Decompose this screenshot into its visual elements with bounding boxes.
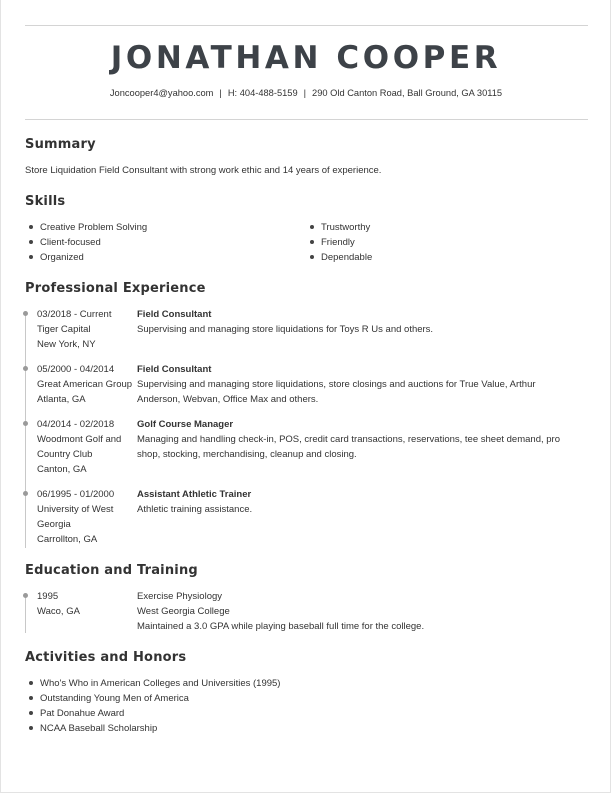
education-note: Maintained a 3.0 GPA while playing baseball full time for the college. (137, 621, 425, 632)
contact-line (0, 88, 612, 98)
job-title: Field Consultant (137, 309, 212, 320)
job-dates: 05/2000 - 04/2014 (37, 364, 115, 375)
job-employer: Country Club (37, 449, 93, 460)
top-rule (25, 25, 588, 26)
header-rule (25, 119, 588, 120)
job-dates: 04/2014 - 02/2018 (37, 419, 115, 430)
email: Joncooper4@yahoo.com (109, 88, 214, 98)
skill-item: Creative Problem Solving (40, 222, 148, 233)
job-employer: Tiger Capital (37, 324, 91, 335)
activity-item: Outstanding Young Men of America (40, 693, 189, 704)
skill-item: Friendly (321, 237, 355, 248)
job-title: Assistant Athletic Trainer (137, 489, 252, 500)
timeline-dot (23, 593, 28, 598)
address: 290 Old Canton Road, Ball Ground, GA 30115 (312, 88, 503, 98)
summary-heading: Summary (25, 137, 96, 152)
timeline-dot (23, 366, 28, 371)
activities-heading: Activities and Honors (25, 650, 187, 665)
candidate-name: JONATHAN COOPER (110, 40, 502, 76)
experience-heading: Professional Experience (25, 281, 206, 296)
job-employer: Georgia (37, 519, 71, 530)
timeline-dot (23, 421, 28, 426)
separator: | (219, 88, 222, 98)
phone: H: 404-488-5159 (227, 88, 298, 98)
job-description: Athletic training assistance. (137, 504, 253, 515)
education-school: West Georgia College (137, 606, 230, 617)
job-location: New York, NY (37, 339, 96, 350)
education-location: Waco, GA (37, 606, 80, 617)
job-employer: University of West (37, 504, 114, 515)
education-timeline (25, 596, 26, 633)
activity-item: NCAA Baseball Scholarship (40, 723, 158, 734)
job-dates: 03/2018 - Current (37, 309, 112, 320)
job-description: Anderson, Webvan, Office Max and others. (137, 394, 319, 405)
job-dates: 06/1995 - 01/2000 (37, 489, 115, 500)
education-heading: Education and Training (25, 563, 198, 578)
summary-text: Store Liquidation Field Consultant with strong work ethic and 14 years of experience. (25, 165, 382, 176)
skill-item: Dependable (321, 252, 373, 263)
separator: | (303, 88, 307, 98)
education-year: 1995 (37, 591, 59, 602)
job-location: Atlanta, GA (37, 394, 86, 405)
job-location: Carrollton, GA (37, 534, 98, 545)
skill-item: Organized (40, 252, 84, 263)
skill-item: Client-focused (40, 237, 101, 248)
timeline-dot (23, 311, 28, 316)
job-employer: Great American Group (37, 379, 133, 390)
job-title: Field Consultant (137, 364, 212, 375)
activity-item: Who's Who in American Colleges and Universities (1995) (40, 678, 281, 689)
education-degree: Exercise Physiology (137, 591, 223, 602)
job-description: shop, stocking, merchandising, cleanup and closing. (137, 449, 357, 460)
job-description: Managing and handling check-in, POS, credit card transactions, reservations, tee sheet demand, pro (137, 434, 560, 445)
job-description: Supervising and managing store liquidations, store closings and auctions for True Value, Arthur (137, 379, 536, 390)
timeline-dot (23, 491, 28, 496)
skill-item: Trustworthy (321, 222, 371, 233)
skills-heading: Skills (25, 194, 66, 209)
job-employer: Woodmont Golf and (37, 434, 122, 445)
job-location: Canton, GA (37, 464, 87, 475)
job-description: Supervising and managing store liquidations for Toys R Us and others. (137, 324, 434, 335)
job-title: Golf Course Manager (137, 419, 234, 430)
activity-item: Pat Donahue Award (40, 708, 125, 719)
experience-timeline (25, 314, 26, 548)
